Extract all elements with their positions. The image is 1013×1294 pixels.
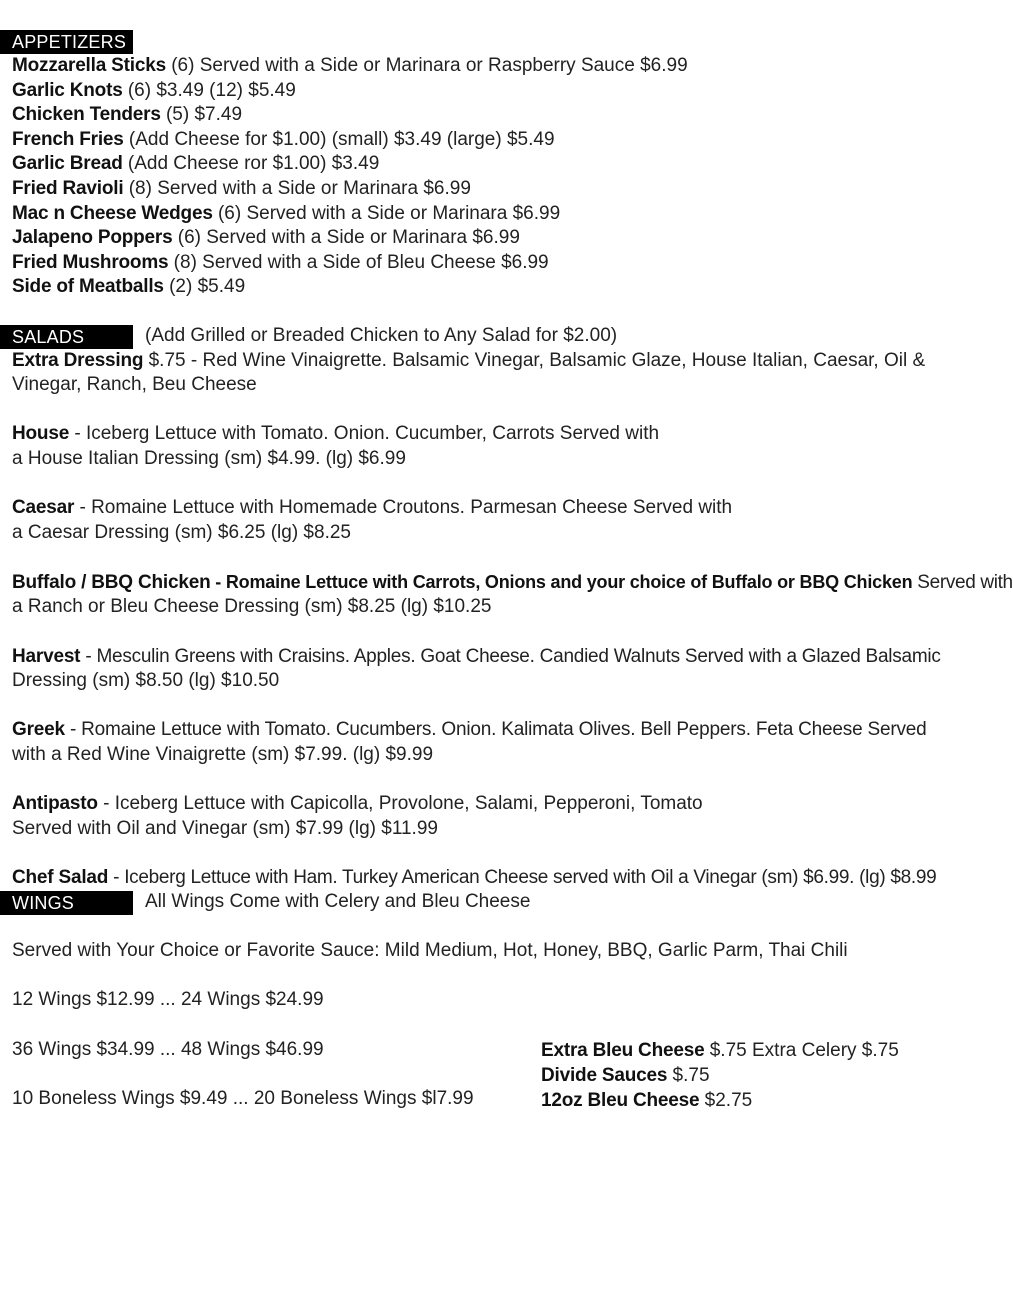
item-desc: - Mesculin Greens with Craisins. Apples. Goat Cheese. Candied Walnuts Served with a Glazed Balsamic	[80, 645, 941, 667]
item-desc: $2.75	[699, 1089, 753, 1111]
item-name: Extra Dressing	[12, 349, 144, 371]
item-desc: (6) $3.49 (12) $5.49	[122, 79, 296, 101]
wings-sauces: Served with Your Choice or Favorite Sauce: Mild Medium, Hot, Honey, BBQ, Garlic Parm, Thai Chili	[12, 940, 848, 962]
wings-price-line: 36 Wings $34.99 ... 48 Wings $46.99	[12, 1038, 324, 1060]
item-desc: Served with	[912, 571, 1013, 593]
salad-item	[12, 866, 990, 891]
menu-item	[12, 177, 990, 202]
item-desc: (6) Served with a Side or Marinara or Raspberry Sauce $6.99	[165, 55, 688, 76]
salads-note: (Add Grilled or Breaded Chicken to Any Salad for $2.00)	[145, 325, 618, 347]
wings-extras	[541, 1039, 899, 1113]
salad-item	[12, 645, 990, 694]
item-desc: $.75 Extra Celery $.75	[704, 1040, 899, 1062]
appetizers-header: APPETIZERS	[0, 30, 133, 54]
wings-header: WINGS	[0, 891, 133, 915]
menu-item	[12, 275, 990, 300]
salad-item	[12, 422, 990, 471]
spacer	[12, 545, 990, 570]
item-name: Mozzarella Sticks	[12, 55, 166, 76]
item-desc: (6) Served with a Side or Marinara $6.99	[212, 202, 561, 224]
salad-item	[12, 792, 990, 841]
spacer	[12, 964, 990, 989]
spacer	[12, 841, 990, 866]
item-desc-bold: - Romaine Lettuce with Carrots, Onions and your choice of Buffalo or BBQ Chicken	[210, 571, 913, 592]
item-desc: - Iceberg Lettuce with Capicolla, Provolone, Salami, Pepperoni, Tomato	[97, 793, 703, 815]
item-name: Buffalo / BBQ Chicken	[12, 571, 211, 593]
spacer	[12, 398, 990, 423]
menu-item	[12, 202, 990, 227]
item-name: Mac n Cheese Wedges	[12, 202, 213, 224]
spacer	[12, 768, 990, 793]
menu-item	[12, 152, 990, 177]
item-desc: - Romaine Lettuce with Homemade Croutons. Parmesan Cheese Served with	[74, 497, 733, 519]
item-name: Garlic Knots	[12, 79, 123, 101]
wings-price-line: 12 Wings $12.99 ... 24 Wings $24.99	[12, 989, 324, 1011]
item-desc: (2) $5.49	[163, 276, 246, 298]
spacer	[12, 1062, 474, 1087]
salad-item	[12, 718, 990, 767]
item-desc: Dressing (sm) $8.50 (lg) $10.50	[12, 670, 280, 692]
item-name: Fried Ravioli	[12, 177, 124, 199]
menu-item	[12, 103, 990, 128]
item-name: 12oz Bleu Cheese	[541, 1089, 700, 1111]
appetizers-header-row	[0, 30, 990, 54]
menu-item	[12, 128, 990, 153]
spacer	[12, 1013, 474, 1038]
menu-item	[12, 226, 990, 251]
item-desc: - Iceberg Lettuce with Ham. Turkey American Cheese served with Oil a Vinegar (sm) $6.99. (lg) $8.99	[108, 867, 937, 888]
item-name: Divide Sauces	[541, 1064, 668, 1086]
item-name: Antipasto	[12, 793, 98, 815]
wings-header-row	[0, 891, 990, 915]
item-name: Chicken Tenders	[12, 104, 161, 126]
item-desc: a Caesar Dressing (sm) $6.25 (lg) $8.25	[12, 521, 351, 543]
item-desc: (6) Served with a Side or Marinara $6.99	[172, 227, 520, 249]
item-desc: a House Italian Dressing (sm) $4.99. (lg) $6.99	[12, 447, 406, 469]
item-desc: (5) $7.49	[160, 104, 243, 126]
item-desc: (Add Cheese ror $1.00) $3.49	[122, 153, 380, 175]
salad-item	[12, 496, 990, 545]
extra-item	[541, 1039, 899, 1064]
spacer	[12, 915, 990, 940]
item-desc: - Iceberg Lettuce with Tomato. Onion. Cucumber, Carrots Served with	[69, 423, 660, 445]
wings-note: All Wings Come with Celery and Bleu Cheese	[145, 891, 531, 913]
salad-item	[12, 570, 1013, 620]
spacer	[12, 620, 990, 645]
spacer	[12, 472, 990, 497]
menu-item	[12, 79, 990, 104]
item-name: French Fries	[12, 128, 124, 150]
item-name: Extra Bleu Cheese	[541, 1040, 705, 1062]
menu-item	[12, 251, 990, 276]
wings-prices	[12, 988, 474, 1111]
item-name: Jalapeno Poppers	[12, 227, 173, 249]
item-name: Greek	[12, 719, 65, 741]
salads-header-row	[0, 325, 990, 349]
item-desc: with a Red Wine Vinaigrette (sm) $7.99. (lg) $9.99	[12, 744, 434, 766]
item-desc: $.75	[667, 1064, 710, 1086]
item-desc: - Romaine Lettuce with Tomato. Cucumbers. Onion. Kalimata Olives. Bell Peppers. Feta Cheese Served	[64, 719, 927, 741]
item-name: Fried Mushrooms	[12, 251, 169, 273]
item-desc: (8) Served with a Side or Marinara $6.99	[123, 177, 471, 199]
item-desc: (Add Cheese for $1.00) (small) $3.49 (large) $5.49	[123, 128, 555, 150]
item-name: House	[12, 423, 70, 445]
spacer	[12, 694, 990, 719]
item-desc: a Ranch or Bleu Cheese Dressing (sm) $8.25 (lg) $10.25	[12, 596, 492, 618]
wings-price-line: 10 Boneless Wings $9.49 ... 20 Boneless Wings $l7.99	[12, 1087, 474, 1109]
salads-header: SALADS	[0, 325, 133, 349]
extra-dressing	[12, 349, 990, 398]
menu-page	[12, 30, 1013, 1111]
item-desc: (8) Served with a Side of Bleu Cheese $6.99	[168, 251, 549, 273]
item-name: Chef Salad	[12, 867, 109, 888]
item-desc: $.75 - Red Wine Vinaigrette. Balsamic Vinegar, Balsamic Glaze, House Italian, Caesar, Oil & Vinegar, Ranch, Beu Cheese	[12, 349, 926, 396]
item-name: Harvest	[12, 645, 81, 667]
wings-prices-area	[12, 988, 990, 1111]
menu-item	[12, 54, 990, 79]
item-desc: Served with Oil and Vinegar (sm) $7.99 (lg) $11.99	[12, 817, 438, 839]
extra-item	[541, 1089, 899, 1114]
item-name: Side of Meatballs	[12, 276, 164, 298]
spacer	[12, 300, 990, 325]
item-name: Caesar	[12, 497, 75, 519]
extra-item	[541, 1064, 899, 1089]
appetizers-list	[12, 54, 990, 300]
item-name: Garlic Bread	[12, 153, 123, 175]
